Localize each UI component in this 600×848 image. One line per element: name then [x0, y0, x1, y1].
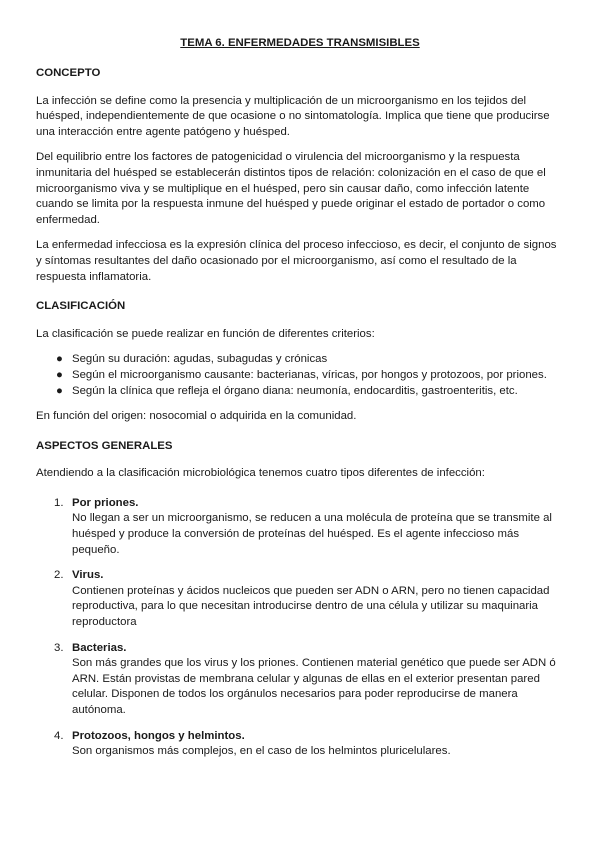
list-item [36, 641, 564, 719]
bullet-icon: ● [56, 384, 63, 397]
list-item [36, 729, 564, 760]
item-text: Son organismos más complejos, en el caso de los helmintos pluricelulares. [72, 745, 451, 758]
item-title: Protozoos, hongos y helmintos. [72, 729, 245, 742]
item-title: Por priones. [72, 496, 139, 509]
bullet-icon: ● [56, 368, 63, 381]
section-clasificacion [36, 299, 564, 425]
item-number: 3. [54, 641, 64, 654]
bullet-text: Según la clínica que refleja el órgano diana: neumonía, endocarditis, gastroenteritis, etc. [72, 384, 518, 397]
section-concepto [36, 66, 564, 285]
list-item [56, 368, 564, 384]
concepto-paragraph-3: La enfermedad infecciosa es la expresión clínica del proceso infeccioso, es decir, el conjunto de signos y síntomas resultantes del daño ocasionado por el microorganismo, así como el resultado de la respuesta inflamatoria. [36, 239, 557, 283]
clasificacion-bullet-list [36, 352, 564, 399]
section-heading-aspectos: ASPECTOS GENERALES [36, 439, 173, 452]
section-heading-concepto: CONCEPTO [36, 67, 101, 79]
bullet-text: Según su duración: agudas, subagudas y crónicas [72, 353, 328, 366]
page-title: TEMA 6. ENFERMEDADES TRANSMISIBLES [180, 37, 420, 49]
concepto-paragraph-1: La infección se define como la presencia y multiplicación de un microorganismo en los tejidos del huésped, independientemente de que ocasione o no sintomatología. Implica que tiene que producirse una interacción entre agente patógeno y huésped. [36, 94, 550, 138]
item-number: 2. [54, 569, 64, 582]
item-text: Contienen proteínas y ácidos nucleicos que pueden ser ADN o ARN, pero no tienen capacidad reproductiva, para lo que necesitan introducirse dentro de una célula y utilizar su maquinaria reproductora [72, 584, 550, 629]
item-text: Son más grandes que los virus y los priones. Contienen material genético que puede ser ADN ó ARN. Están provistas de membrana celular y algunas de ellas en el exterior presentan pared celular. Disponen de todos los orgánulos necesarios para poder reproducirse de manera autónoma. [72, 657, 556, 716]
bullet-icon: ● [56, 353, 63, 366]
section-heading-clasificacion: CLASIFICACIÓN [36, 300, 126, 313]
clasificacion-origin: En función del origen: nosocomial o adquirida en la comunidad. [36, 410, 357, 423]
aspectos-intro: Atendiendo a la clasificación microbiológica tenemos cuatro tipos diferentes de infección: [36, 467, 485, 480]
infection-types-list [36, 496, 564, 760]
section-aspectos-generales [36, 439, 564, 760]
item-number: 1. [54, 496, 64, 509]
clasificacion-intro: La clasificación se puede realizar en función de diferentes criterios: [36, 327, 375, 340]
item-title: Virus. [72, 569, 104, 582]
list-item [56, 352, 564, 368]
item-text: No llegan a ser un microorganismo, se reducen a una molécula de proteína que se transmite al huésped y produce la conversión de proteínas del huésped. Es el agente infeccioso más pequeño. [72, 512, 552, 556]
list-item [56, 384, 564, 400]
item-title: Bacterias. [72, 641, 127, 654]
bullet-text: Según el microorganismo causante: bacterianas, víricas, por hongos y protozoos, por priones. [72, 368, 547, 381]
concepto-paragraph-2: Del equilibrio entre los factores de patogenicidad o virulencia del microorganismo y la respuesta inmunitaria del huésped se establecerán distintos tipos de relación: colonización en el caso de que el microorganismo viva y se multiplique en el huésped, pero sin causar daño, como infección latente cuando se limita por la respuesta inmune del huésped y puede originar el estado de portador o como enfermedad. [36, 151, 546, 226]
list-item [36, 568, 564, 630]
list-item [36, 496, 564, 558]
item-number: 4. [54, 729, 64, 742]
